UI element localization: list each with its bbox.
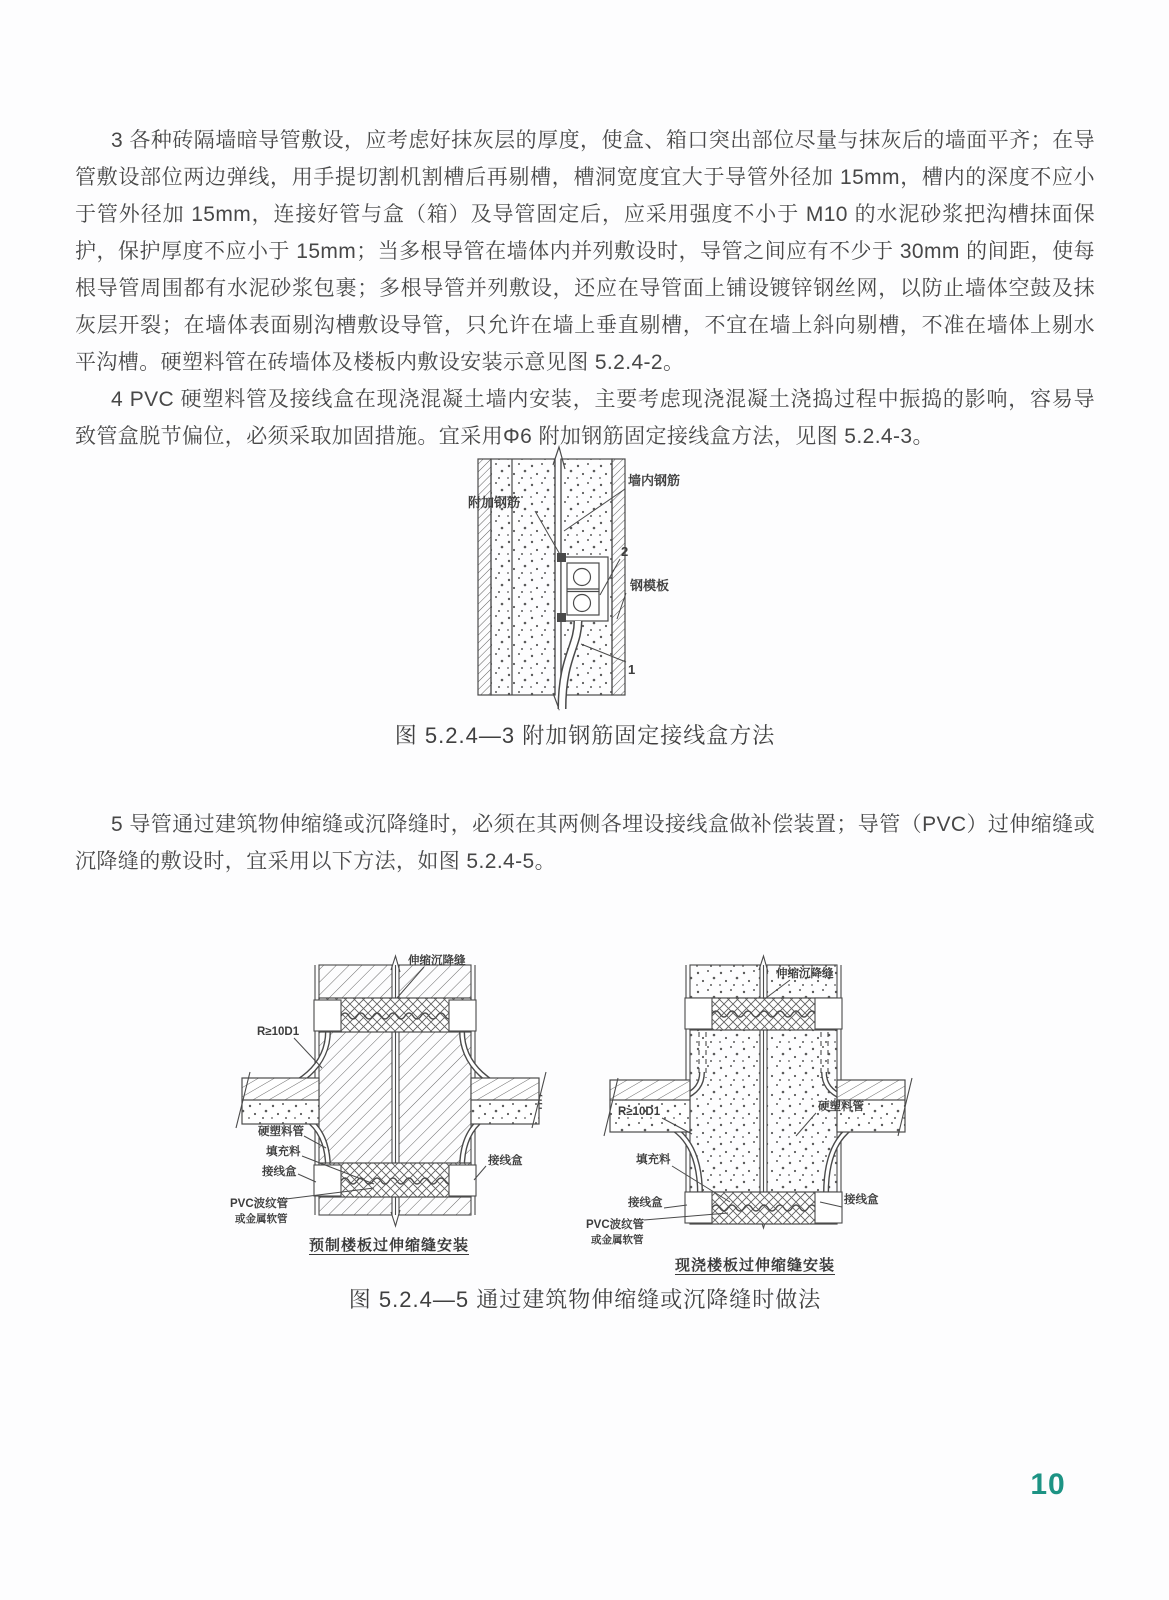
junction-box-left-label: 接线盒 — [628, 1197, 663, 1209]
flex-pipe-label-1: PVC波纹管 — [586, 1219, 645, 1231]
flex-pipe-label-2: 或金属软管 — [235, 1213, 288, 1225]
paragraph-5: 5 导管通过建筑物伸缩缝或沉降缝时，必须在其两侧各埋设接线盒做补偿装置；导管（PVC）过伸缩缝或沉降缝的敷设时，宜采用以下方法，如图 5.2.4-5。 — [75, 813, 1095, 873]
radius-label: R≥10D1 — [257, 1026, 300, 1038]
figure-5-diagram-row — [224, 950, 930, 1275]
flex-pipe-label-2: 或金属软管 — [591, 1234, 644, 1246]
joint-label: 伸缩沉降缝 — [408, 955, 466, 967]
callout-2: 2 — [621, 544, 629, 559]
precast-slab-diagram — [224, 950, 554, 1230]
junction-box-right-label: 接线盒 — [488, 1155, 523, 1167]
flex-pipe-label-1: PVC波纹管 — [230, 1198, 289, 1210]
precast-slab-caption: 预制楼板过伸缩缝安装 — [308, 1237, 469, 1254]
wall-rebar-label: 墙内钢筋 — [628, 473, 681, 488]
rigid-pipe-label: 硬塑料管 — [258, 1126, 304, 1138]
figure-rebar-fixing-junction-box — [75, 443, 1095, 750]
additional-rebar-label: 附加钢筋 — [468, 495, 521, 510]
junction-box-right-label: 接线盒 — [844, 1194, 879, 1206]
steel-formwork-label: 钢模板 — [630, 578, 670, 593]
joint-label: 伸缩沉降缝 — [776, 968, 834, 980]
cast-in-place-diagram — [580, 950, 930, 1250]
figure-expansion-joint-methods — [75, 950, 1095, 1314]
filler-label: 填充料 — [636, 1154, 671, 1166]
paragraph-4: 4 PVC 硬塑料管及接线盒在现浇混凝土墙内安装，主要考虑现浇混凝土浇捣过程中振捣的影响，容易导致管盒脱节偏位，必须采取加固措施。宜采用Φ6 附加钢筋固定接线盒方法，见图 5.2.4-3。 — [75, 388, 1095, 448]
rigid-pipe-label: 硬塑料管 — [818, 1101, 864, 1113]
right-formwork-hatch — [612, 459, 625, 695]
figure-5-caption: 图 5.2.4—5 通过建筑物伸缩缝或沉降缝时做法 — [348, 1287, 822, 1312]
cast-in-place-caption: 现浇楼板过伸缩缝安装 — [674, 1257, 835, 1274]
junction-box-left-label: 接线盒 — [262, 1166, 297, 1178]
rebar-anchor-bottom — [557, 613, 566, 622]
page-number: 10 — [1030, 1468, 1066, 1501]
paragraph-3: 3 各种砖隔墙暗导管敷设，应考虑好抹灰层的厚度，使盒、箱口突出部位尽量与抹灰后的墙面平齐；在导管敷设部位两边弹线，用手提切割机割槽后再剔槽，槽洞宽度宜大于导管外径加 15mm，槽内的深度不应小于管外径加 15mm，连接好管与盒（箱）及导管固定后，应采用强度不小于 M10 的水泥砂浆把沟槽抹面保护，保护厚度不应小于 15mm；当多根导管在墙体内并列敷设时，导管之间应有不少于 30mm 的间距，使每根导管周围都有水泥砂浆包裹；多根导管并列敷设，还应在导管面上铺设镀锌钢丝网，以防止墙体空鼓及抹灰层开裂；在墙体表面剔沟槽敷设导管，只允许在墙上垂直剔槽，不宜在墙上斜向剔槽，不准在墙体上剔水平沟槽。硬塑料管在砖墙体及楼板内敷设安装示意见图 5.2.4-2。 — [75, 129, 1095, 374]
filler-label: 填充料 — [266, 1146, 301, 1158]
subfigure-cast-in-place-slab — [580, 950, 930, 1275]
figure-3-caption: 图 5.2.4—3 附加钢筋固定接线盒方法 — [394, 723, 776, 748]
page-content — [75, 122, 1095, 1314]
callout-1: 1 — [628, 662, 636, 677]
subfigure-precast-slab — [224, 950, 554, 1255]
wall-section-diagram — [460, 443, 710, 711]
wall-section-drawing — [478, 447, 629, 709]
radius-label: R≥10D1 — [618, 1106, 661, 1118]
